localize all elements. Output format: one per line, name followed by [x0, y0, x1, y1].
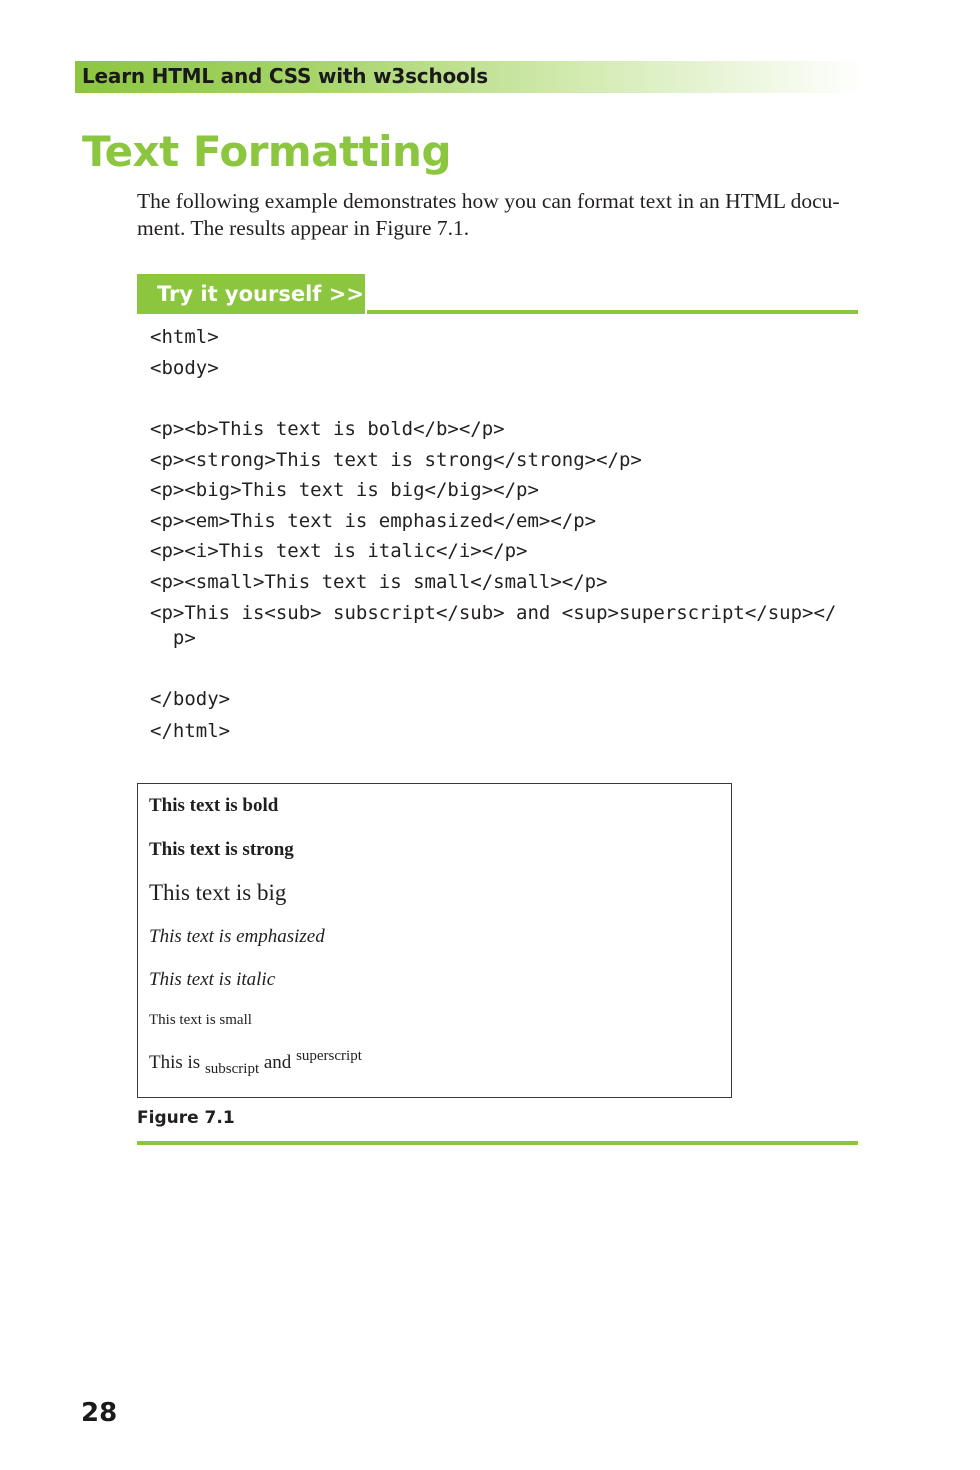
figure-bold-text: This text is bold [149, 795, 279, 816]
figure-strong-text: This text is strong [149, 839, 294, 860]
figure-small-text: This text is small [149, 1012, 252, 1028]
figure-subscript: subscript [204, 1061, 260, 1077]
figure-caption: Figure 7.1 [137, 1108, 235, 1128]
figure-rendered-output [137, 783, 732, 1098]
running-header-title: Learn HTML and CSS with w3schools [82, 64, 488, 88]
code-line: <p>This is<sub> subscript</sub> and <sup>superscript</sup></ [150, 602, 837, 624]
page-number: 28 [81, 1398, 118, 1428]
figure-italic-text: This text is italic [149, 969, 276, 990]
intro-line-2: ment. The results appear in Figure 7.1. [137, 216, 470, 240]
code-line: </html> [150, 720, 231, 742]
intro-line-1: The following example demonstrates how you can format text in an HTML docu- [137, 189, 840, 213]
figure-big-text: This text is big [149, 880, 287, 905]
code-line: p> [150, 627, 196, 649]
figure-sub-prefix: This is [149, 1052, 201, 1073]
code-line: <html> [150, 326, 219, 348]
figure-superscript: superscript [296, 1048, 362, 1064]
intro-paragraph [137, 188, 859, 242]
section-title: Text Formatting [82, 127, 452, 176]
code-line: <p><b>This text is bold</b></p> [150, 418, 505, 440]
try-it-yourself-label: Try it yourself >> [157, 282, 364, 306]
figure-emphasized-text: This text is emphasized [149, 926, 325, 947]
code-line: <p><big>This text is big</big></p> [150, 479, 539, 501]
section-end-divider [137, 1141, 858, 1145]
code-line: <body> [150, 357, 219, 379]
code-line: </body> [150, 688, 231, 710]
code-line: <p><strong>This text is strong</strong></p> [150, 449, 642, 471]
figure-subsup-line [149, 1048, 362, 1077]
code-line: <p><i>This text is italic</i></p> [150, 540, 528, 562]
code-line: <p><small>This text is small</small></p> [150, 571, 608, 593]
running-header [75, 61, 865, 93]
figure-and: and [263, 1052, 292, 1073]
try-it-yourself-tab[interactable] [137, 274, 365, 314]
try-it-divider [367, 310, 858, 314]
code-line: <p><em>This text is emphasized</em></p> [150, 510, 597, 532]
